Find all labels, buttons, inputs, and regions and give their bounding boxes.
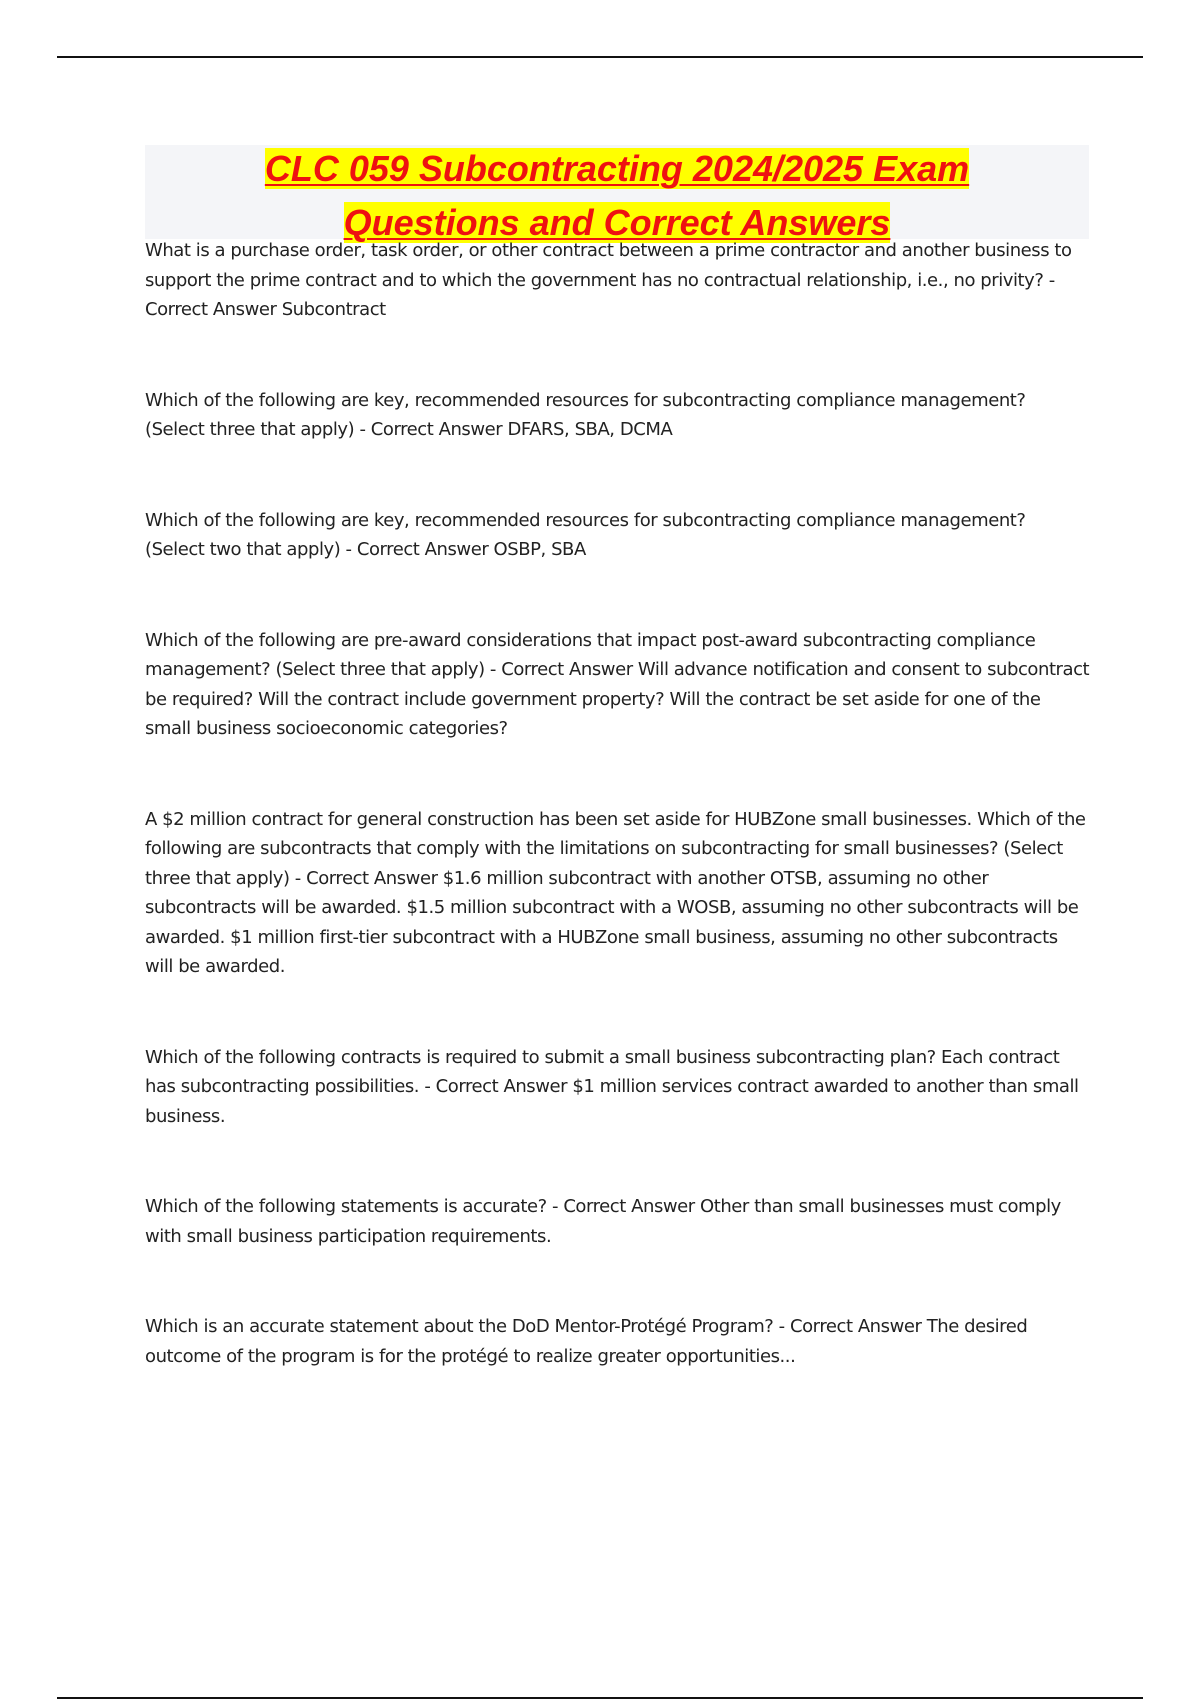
qa-entry: Which of the following are key, recommended resources for subcontracting compliance management? (Select two that apply) - Correct Answer OSBP, SBA [145,509,1026,560]
qa-entry: A $2 million contract for general construction has been set aside for HUBZone small businesses. Which of the following are subcontracts that comply with the limitations on subcontracting for small businesses? (Select three that apply) - Correct Answer $1.6 million subcontract with another OTSB, assuming no other subcontracts will be awarded. $1.5 million subcontract with a WOSB, assuming no other subcontracts will be awarded. $1 million first-tier subcontract with a HUBZone small business, assuming no other subcontracts will be awarded. [145,808,1086,977]
bottom-rule [57,1697,1143,1699]
title-line-2: Questions and Correct Answers [343,202,891,243]
title-line-1: CLC 059 Subcontracting 2024/2025 Exam [264,148,970,189]
qa-list [145,236,1090,1432]
document-title [145,145,1089,243]
qa-entry: Which is an accurate statement about the DoD Mentor-Protégé Program? - Correct Answer The desired outcome of the program is for the protégé to realize greater opportunities... [145,1316,1028,1367]
qa-entry: Which of the following are key, recommended resources for subcontracting compliance management? (Select three that apply) - Correct Answer DFARS, SBA, DCMA [145,389,1026,440]
qa-entry: What is a purchase order, task order, or other contract between a prime contractor and another business to support the prime contract and to which the government has no contractual relationship, i.e., no privity? - Correct Answer Subcontract [145,240,1072,320]
qa-entry: Which of the following contracts is required to submit a small business subcontracting plan? Each contract has subcontracting possibilities. - Correct Answer $1 million services contract awarded to another than small business. [145,1046,1079,1127]
qa-entry: Which of the following statements is accurate? - Correct Answer Other than small businesses must comply with small business participation requirements. [145,1196,1061,1247]
qa-entry: Which of the following are pre-award considerations that impact post-award subcontracting compliance management? (Select three that apply) - Correct Answer Will advance notification and consent to subcontract be required? Will the contract include government property? Will the contract be set aside for one of the small business socioeconomic categories? [145,629,1090,739]
top-rule [57,56,1143,58]
